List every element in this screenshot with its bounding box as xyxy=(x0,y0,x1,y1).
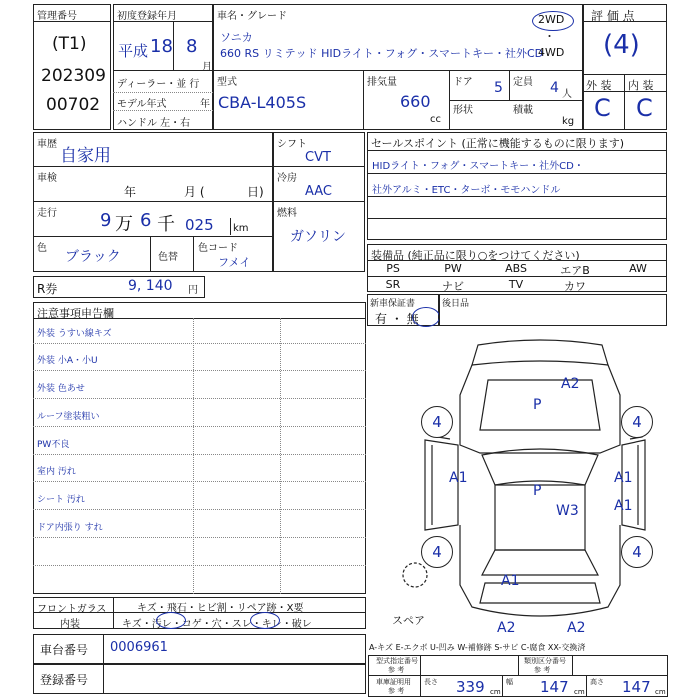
equip-tv[interactable]: TV xyxy=(508,278,524,291)
manual-box xyxy=(439,294,667,326)
first-reg-label: 初度登録年月 xyxy=(117,11,177,22)
height-cm: cm xyxy=(655,688,666,696)
sen-unit: 千 xyxy=(157,214,175,235)
height-label: 高さ xyxy=(590,678,604,686)
katashiki-label: 型式 xyxy=(217,77,237,88)
warranty-label: 新車保証書 xyxy=(370,299,416,309)
cert-sub: 参 考 xyxy=(388,687,405,695)
color-label: 色 xyxy=(37,243,47,254)
load-label: 積載 xyxy=(513,105,533,116)
damage-mark: A1 xyxy=(501,573,520,589)
exterior-label: 外 装 xyxy=(586,79,612,92)
model-year-label: モデル年式 xyxy=(117,99,167,110)
equip-navi[interactable]: ナビ xyxy=(442,280,464,293)
recycle-label: R券 xyxy=(37,282,58,296)
tire-front-left: 4 xyxy=(421,406,453,438)
damage-legend: A-キズ E-エクボ U-凹み W-補修跡 S-サビ C-腐食 XX-交換済 xyxy=(369,643,586,652)
cert-label: 車庫証明用 xyxy=(376,678,411,686)
damage-mark: A2 xyxy=(567,620,586,636)
km-unit: km xyxy=(233,223,249,234)
note-item: 室内 汚れ xyxy=(37,467,76,477)
door-label: ドア xyxy=(453,77,473,88)
rating-value: (4) xyxy=(603,30,640,60)
usage: 自家用 xyxy=(60,146,111,166)
dealer-label: ディーラー・並 行 xyxy=(117,79,200,90)
color-code-label: 色コード xyxy=(198,243,238,254)
note-item: PW不良 xyxy=(37,440,70,450)
equip-leather[interactable]: カワ xyxy=(564,280,586,293)
sales-points-title: セールスポイント (正常に機能するものに限ります) xyxy=(371,137,625,150)
load-unit: kg xyxy=(562,116,575,127)
warranty-circle xyxy=(412,307,440,327)
ac: AAC xyxy=(305,184,332,199)
height: 147 xyxy=(622,678,651,696)
length-label: 長さ xyxy=(424,678,438,686)
registration-label: 登録番号 xyxy=(40,673,89,687)
katashiki: CBA-L405S xyxy=(218,93,307,112)
manual-label: 後日品 xyxy=(442,299,470,309)
displacement: 660 xyxy=(400,92,431,111)
year: 18 xyxy=(150,36,173,57)
rating-label: 評 価 点 xyxy=(591,9,635,23)
equip-sr[interactable]: SR xyxy=(385,278,401,291)
warranty-value: 有 ・ 無 xyxy=(375,312,419,326)
tire-rear-left: 4 xyxy=(421,536,453,568)
usage-label: 車歴 xyxy=(37,139,57,150)
interior-grade: C xyxy=(636,94,653,122)
equip-ps[interactable]: PS xyxy=(386,262,400,275)
model-year-unit: 年 xyxy=(200,99,210,110)
note-item: シート 汚れ xyxy=(37,495,85,505)
drive-4wd: 4WD xyxy=(538,46,565,59)
fuel-label: 燃料 xyxy=(277,208,297,219)
length-cm: cm xyxy=(490,688,501,696)
kanri-label: 管理番号 xyxy=(37,11,77,22)
length: 339 xyxy=(456,678,485,696)
kanri-line2: 202309 xyxy=(41,66,106,86)
shape-label: 形状 xyxy=(453,105,473,116)
man-unit: 万 xyxy=(115,214,133,235)
damage-mark: P xyxy=(533,397,542,413)
equip-abs[interactable]: ABS xyxy=(505,262,527,275)
drive-2wd: 2WD xyxy=(538,13,565,26)
exterior-grade: C xyxy=(594,94,611,122)
note-item: 外装 色あせ xyxy=(37,384,85,394)
drive-dot: ・ xyxy=(544,30,555,43)
notes-title: 注意事項申告欄 xyxy=(37,307,114,320)
shaken-year: 年 xyxy=(124,185,137,199)
tire-rear-right: 4 xyxy=(621,536,653,568)
damage-mark: W3 xyxy=(556,503,579,519)
interior-label: 内 装 xyxy=(628,79,654,92)
spare-label: スペア xyxy=(392,614,425,627)
sales-points-line1: HIDライト・フォグ・スマートキー・社外CD・ xyxy=(372,161,584,172)
handle-label: ハンドル 左・右 xyxy=(117,118,191,129)
capacity: 4 xyxy=(550,80,559,96)
color-change-label: 色替 xyxy=(158,252,178,263)
mileage-label: 走行 xyxy=(37,208,57,219)
displacement-unit: cc xyxy=(430,114,441,125)
front-glass-label: フロントガラス xyxy=(37,604,107,615)
recycle-value: 9, 140 xyxy=(128,278,173,294)
equip-airbag[interactable]: エアB xyxy=(560,264,590,277)
note-item: ルーフ塗装粗い xyxy=(37,412,100,422)
capacity-label: 定員 xyxy=(513,77,533,88)
capacity-unit: 人 xyxy=(562,89,572,100)
recycle-unit: 円 xyxy=(188,285,198,296)
width-cm: cm xyxy=(574,688,585,696)
note-item: 外装 小A・小U xyxy=(37,356,98,366)
damage-mark: A1 xyxy=(449,470,468,486)
interior-glass-label: 内装 xyxy=(60,619,80,630)
displacement-label: 排気量 xyxy=(367,77,397,88)
equip-aw[interactable]: AW xyxy=(629,262,647,275)
shift-label: シフト xyxy=(277,139,307,150)
type-cert-label: 型式指定番号 xyxy=(376,657,418,665)
era: 平成 xyxy=(118,42,149,60)
fuel: ガソリン xyxy=(290,229,346,245)
tire-front-right: 4 xyxy=(621,406,653,438)
interior-options: キズ・汚レ・コゲ・穴・スレ・キレ・破レ xyxy=(122,619,312,630)
notes-box xyxy=(33,302,366,594)
sales-points-line2: 社外アルミ・ETC・ターボ・モモハンドル xyxy=(372,185,561,196)
front-glass-options: キズ・飛石・ヒビ割・リペア跡・X要 xyxy=(137,603,304,614)
grade: 660 RS リミテッド HIDライト・フォグ・スマートキー・社外CD xyxy=(220,47,544,60)
damage-mark: A1 xyxy=(614,470,633,486)
door: 5 xyxy=(494,80,503,96)
shaken-label: 車検 xyxy=(37,173,57,184)
shift: CVT xyxy=(305,150,331,165)
shaken-month: 月 ( xyxy=(184,185,205,199)
class-label: 類別区分番号 xyxy=(524,657,566,665)
width-label: 幅 xyxy=(506,678,513,686)
damage-mark: A2 xyxy=(497,620,516,636)
damage-mark: A2 xyxy=(561,376,580,392)
scuff-circle xyxy=(250,612,280,629)
car-name: ソニカ xyxy=(220,31,253,44)
note-item: 外装 うすい線キズ xyxy=(37,329,112,339)
chassis-label: 車台番号 xyxy=(40,643,89,657)
stain-circle xyxy=(156,612,186,629)
mileage-sen: 6 xyxy=(140,210,152,231)
mileage-rest: 025 xyxy=(185,216,214,234)
month-unit: 月 xyxy=(202,62,212,73)
first-reg-box xyxy=(113,4,213,130)
equip-pw[interactable]: PW xyxy=(444,262,462,275)
chassis-number: 0006961 xyxy=(110,640,168,655)
kanri-line3: 00702 xyxy=(46,95,101,115)
type-cert-sub: 参 考 xyxy=(388,666,405,674)
shaken-day: 日) xyxy=(247,185,264,199)
damage-mark: P xyxy=(533,483,542,499)
class-sub: 参 考 xyxy=(534,666,551,674)
kanri-line1: (T1) xyxy=(52,34,87,54)
color-code: フメイ xyxy=(218,256,251,269)
ac-label: 冷房 xyxy=(277,173,297,184)
equipment-title: 装備品 (純正品に限り○をつけてください) xyxy=(371,249,580,262)
mileage-man: 9 xyxy=(100,210,112,231)
width: 147 xyxy=(540,678,569,696)
month: 8 xyxy=(186,36,198,57)
car-name-label: 車名・グレード xyxy=(217,11,287,22)
note-item: ドア内張り すれ xyxy=(37,523,103,533)
damage-mark: A1 xyxy=(614,498,633,514)
recycle-box xyxy=(33,276,205,298)
color: ブラック xyxy=(65,249,121,265)
